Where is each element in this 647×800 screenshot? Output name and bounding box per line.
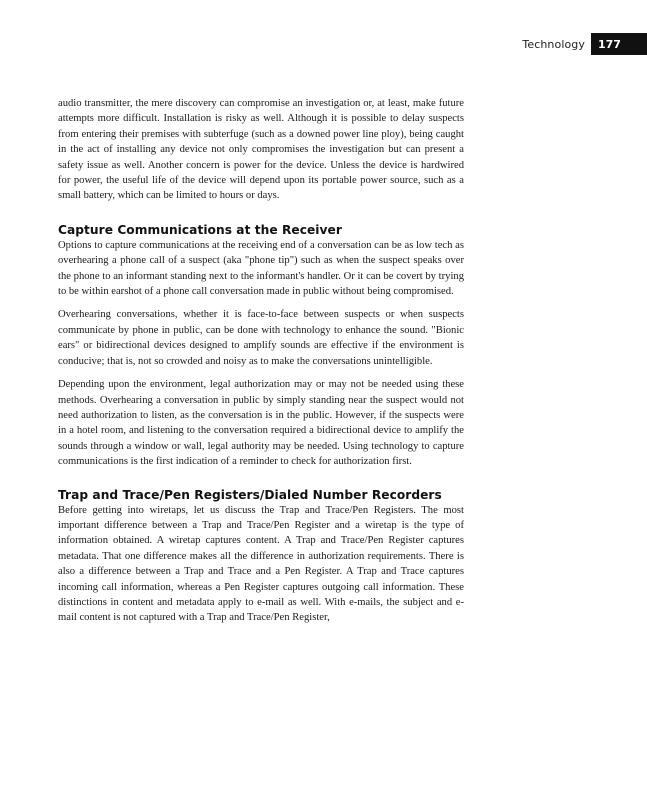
body-paragraph: Depending upon the environment, legal authorization may or may not be needed using these methods. Overhearing a conversation in public by simply standing near the suspect would not need authorization to listen, as the conversation is in the public. However, if the suspects were in a hotel room, and listening to the conversation required a bidirectional device to amplify the sounds through a window or wall, legal authority may be needed. Using technology to capture communications is the first indication of a reminder to check for authorization first. (58, 379, 464, 468)
body-paragraph: Before getting into wiretaps, let us discuss the Trap and Trace/Pen Registers. The most important difference between a Trap and Trace/Pen Register and a wiretap is the type of information obtained. A wiretap captures content. A Trap and Trace/Pen Register captures metadata. That one difference makes all the difference in authorization requirements. There is also a difference between a Trap and Trace and a Pen Register. A Trap and Trace captures incoming call information, whereas a Pen Register captures outgoing call information. These distinctions in content and metadata apply to e-mail as well. With e-mails, the subject and e-mail content is not captured with a Trap and Trace/Pen Register, (58, 504, 464, 624)
section-heading-trap-and-trace: Trap and Trace/Pen Registers/Dialed Number Recorders (58, 487, 442, 502)
body-paragraph: Options to capture communications at the receiving end of a conversation can be as low tech as overhearing a phone call of a suspect (aka "phone tip") such as when the suspect speaks over the phone to an informant standing next to the informant's handler. Or it can be covert by trying to be within earshot of a phone call conversation made in public without being compromised. (58, 239, 464, 298)
running-header (522, 33, 647, 55)
running-section-title: Technology (522, 37, 585, 51)
page-body (58, 96, 464, 626)
intro-paragraph: audio transmitter, the mere discovery can compromise an investigation or, at least, make future attempts more difficult. Installation is risky as well. Although it is possible to delay suspects from entering their premises with subterfuge (such as a downed power line ploy), being caught in the act of installing any device not only compromises the investigation but can present a safety issue as well. Another concern is power for the device. Unless the device is hardwired for power, the useful life of the device will depend upon its portable power source, such as a small battery, which can be limited to hours or days. (58, 98, 464, 202)
page-number: 177 (591, 33, 647, 55)
body-paragraph: Overhearing conversations, whether it is face-to-face between suspects or when suspects communicate by phone in public, can be done with technology to enhance the sound. "Bionic ears" or bidirectional devices designed to amplify sounds are effective if the environment is conducive; that is, not so crowded and noisy as to make the conversations unintelligible. (58, 309, 464, 367)
section-heading-capture-at-receiver: Capture Communications at the Receiver (58, 222, 342, 237)
